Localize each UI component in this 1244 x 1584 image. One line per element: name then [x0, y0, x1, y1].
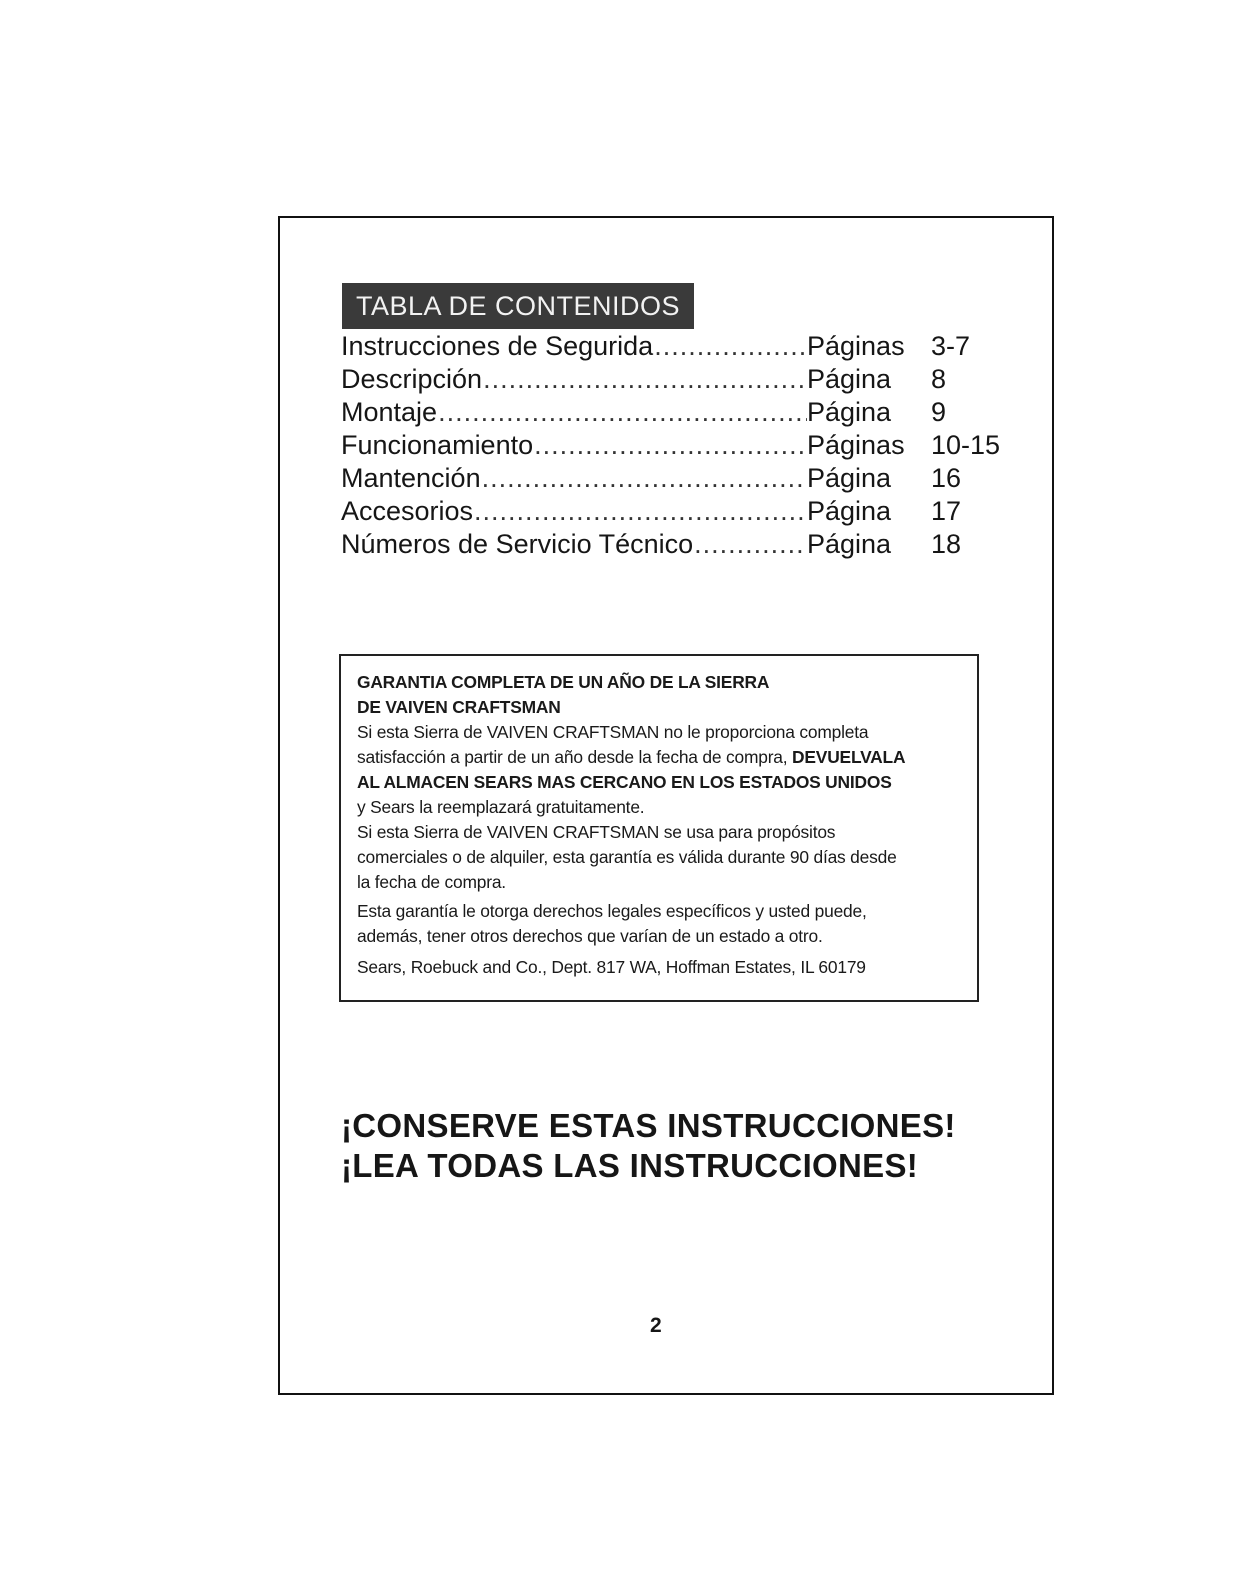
warranty-paragraph: [357, 899, 967, 949]
warranty-text: además, tener otros derechos que varían de un estado a otro.: [357, 926, 823, 946]
toc-item-label: Montaje: [341, 397, 438, 427]
toc-page-number: 16: [931, 463, 962, 493]
toc-item-label: Instrucciones de Segurida: [341, 331, 654, 361]
toc-page-word: Página: [807, 463, 892, 493]
toc-page-word: Páginas: [807, 331, 905, 361]
notice-line: ¡LEA TODAS LAS INSTRUCCIONES!: [341, 1147, 919, 1184]
warranty-paragraph: [357, 820, 967, 895]
toc-page-word: Página: [807, 529, 892, 559]
warranty-title-line: GARANTIA COMPLETA DE UN AÑO DE LA SIERRA: [357, 672, 770, 692]
warranty-title-line: DE VAIVEN CRAFTSMAN: [357, 697, 561, 717]
toc-page-word: Página: [807, 364, 892, 394]
page-number: 2: [650, 1314, 662, 1337]
toc-heading: TABLA DE CONTENIDOS: [342, 283, 694, 329]
toc-page-number: 3-7: [931, 331, 971, 361]
toc-leader-dots: [653, 330, 807, 363]
warranty-title: [357, 670, 967, 720]
toc-item: [341, 462, 1001, 495]
toc-page-number: 8: [931, 364, 947, 394]
toc-item-label: Funcionamiento: [341, 430, 534, 460]
toc-page-number: 18: [931, 529, 962, 559]
toc-leader-dots: [533, 429, 807, 462]
toc-item-label: Números de Servicio Técnico: [341, 529, 694, 559]
toc-leader-dots: [473, 495, 807, 528]
toc-page-number: 17: [931, 496, 962, 526]
warranty-bold-text: DEVUELVALA: [792, 747, 906, 767]
toc-item: [341, 396, 1001, 429]
toc-item: [341, 528, 1001, 561]
toc-item: [341, 429, 1001, 462]
toc-page-number: 9: [931, 397, 947, 427]
warranty-text: Si esta Sierra de VAIVEN CRAFTSMAN se usa para propósitos: [357, 822, 836, 842]
notice-line: ¡CONSERVE ESTAS INSTRUCCIONES!: [341, 1107, 956, 1144]
toc-item-label: Accesorios: [341, 496, 474, 526]
toc-leader-dots: [481, 462, 807, 495]
toc-leader-dots: [693, 528, 807, 561]
warranty-text: Si esta Sierra de VAIVEN CRAFTSMAN no le proporciona completa: [357, 722, 869, 742]
table-of-contents: [341, 330, 1001, 561]
toc-page-word: Página: [807, 496, 892, 526]
toc-item: [341, 495, 1001, 528]
toc-page-word: Páginas: [807, 430, 905, 460]
toc-leader-dots: [482, 363, 807, 396]
toc-page-word: Página: [807, 397, 892, 427]
warranty-bold-text: AL ALMACEN SEARS MAS CERCANO EN LOS ESTADOS UNIDOS: [357, 772, 892, 792]
warranty-text: Esta garantía le otorga derechos legales específicos y usted puede,: [357, 901, 867, 921]
toc-item: [341, 330, 1001, 363]
toc-page-number: 10-15: [931, 430, 1001, 460]
warranty-address: Sears, Roebuck and Co., Dept. 817 WA, Hoffman Estates, IL 60179: [357, 957, 866, 977]
warranty-text: la fecha de compra.: [357, 872, 506, 892]
toc-item: [341, 363, 1001, 396]
warranty-text: y Sears la reemplazará gratuitamente.: [357, 797, 645, 817]
toc-item-label: Mantención: [341, 463, 481, 493]
warranty-paragraph: [357, 720, 967, 820]
instructions-notice: [341, 1106, 956, 1186]
toc-item-label: Descripción: [341, 364, 483, 394]
toc-leader-dots: [437, 396, 807, 429]
warranty-text: satisfacción a partir de un año desde la fecha de compra,: [357, 747, 793, 767]
warranty-box: [339, 654, 979, 1002]
warranty-text: comerciales o de alquiler, esta garantía es válida durante 90 días desde: [357, 847, 897, 867]
